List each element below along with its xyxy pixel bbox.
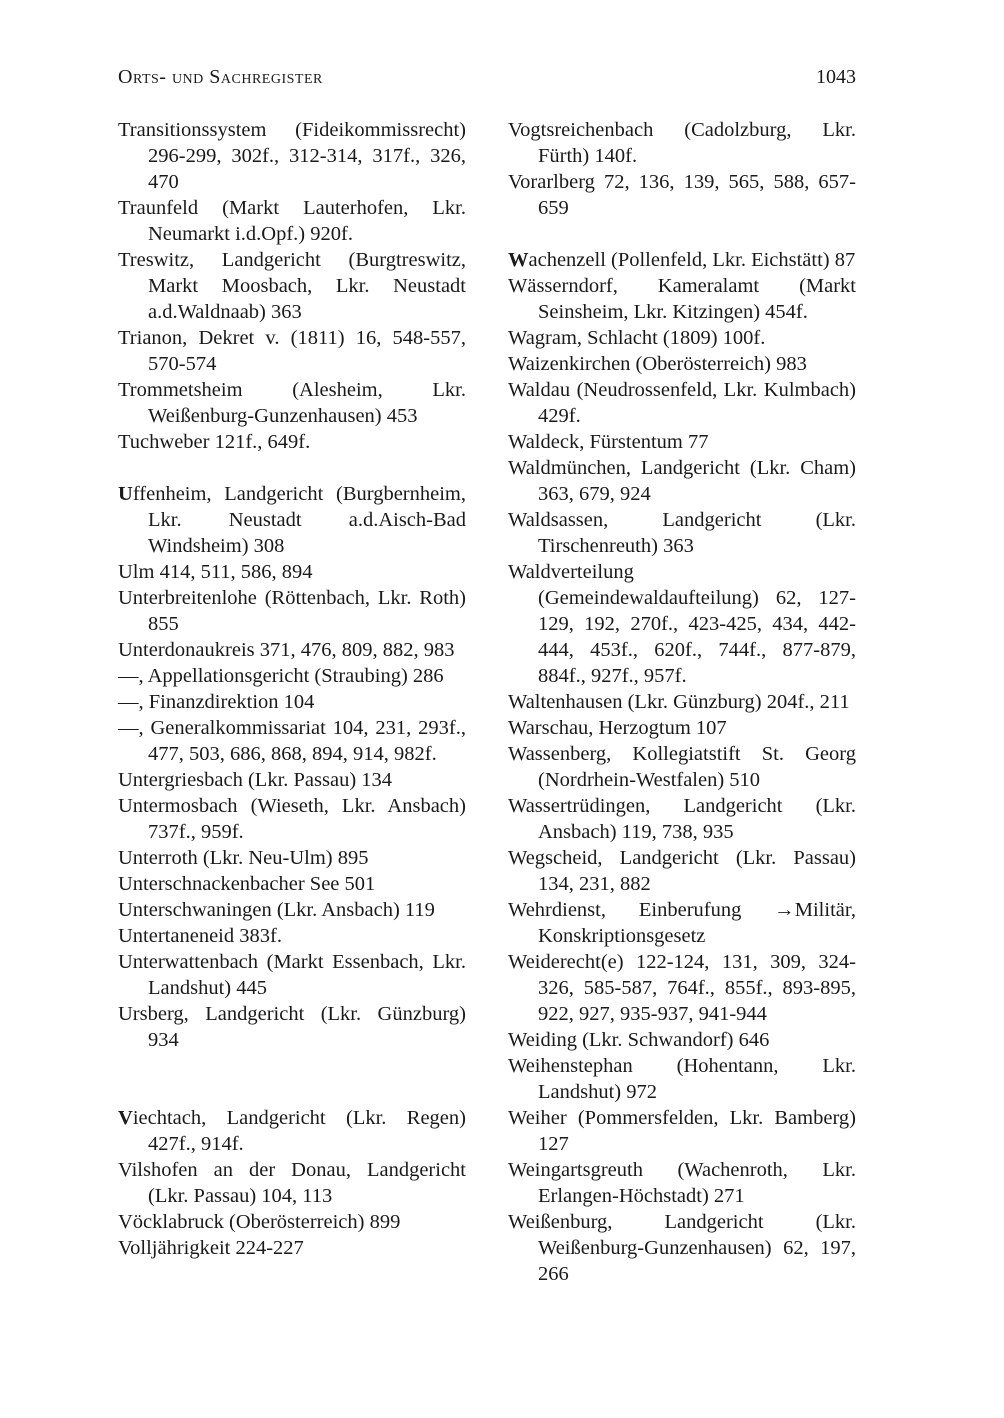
index-entry: Traunfeld (Markt Lauterhofen, Lkr. Neumarkt i.d.Opf.) 920f. — [118, 197, 466, 245]
index-entry: Waldau (Neudrossenfeld, Lkr. Kulmbach) 429f. — [508, 379, 856, 427]
index-entry — [508, 247, 856, 273]
index-entry: Vogtsreichenbach (Cadolzburg, Lkr. Fürth) 140f. — [508, 119, 856, 167]
index-entry: Wegscheid, Landgericht (Lkr. Passau) 134, 231, 882 — [508, 847, 856, 895]
index-entry: Weingartsgreuth (Wachenroth, Lkr. Erlangen-Höchstadt) 271 — [508, 1159, 856, 1207]
index-entry-text: iechtach, Landgericht (Lkr. Regen) 427f., 914f. — [132, 1107, 466, 1155]
group-spacer — [118, 455, 466, 481]
index-entry — [118, 481, 466, 559]
index-entry: Unterschnackenbacher See 501 — [118, 873, 376, 895]
index-entry: Waldsassen, Landgericht (Lkr. Tirschenreuth) 363 — [508, 509, 856, 557]
index-entry: Volljährigkeit 224-227 — [118, 1237, 304, 1259]
index-entry: Wassenberg, Kollegiatstift St. Georg (Nordrhein-Westfalen) 510 — [508, 743, 856, 791]
index-entry: Untermosbach (Wieseth, Lkr. Ansbach) 737f., 959f. — [118, 795, 466, 843]
group-spacer — [508, 221, 856, 247]
index-entry: Vöcklabruck (Oberösterreich) 899 — [118, 1211, 401, 1233]
index-entry: Tuchweber 121f., 649f. — [118, 431, 311, 453]
index-entry: Weiher (Pommersfelden, Lkr. Bamberg) 127 — [508, 1107, 856, 1155]
index-column-left — [118, 117, 466, 1261]
index-entry: Weiderecht(e) 122-124, 131, 309, 324-326, 585-587, 764f., 855f., 893-895, 922, 927, 935-937, 941-944 — [508, 951, 856, 1025]
index-entry: Weißenburg, Landgericht (Lkr. Weißenburg-Gunzenhausen) 62, 197, 266 — [508, 1211, 856, 1285]
page-number: 1043 — [816, 66, 856, 88]
index-column-right — [508, 117, 856, 1287]
index-entry: Transitionssystem (Fideikommissrecht) 296-299, 302f., 312-314, 317f., 326, 470 — [118, 119, 466, 193]
index-group-v — [118, 1157, 466, 1261]
index-entry: Wässerndorf, Kameralamt (Markt Seinsheim, Lkr. Kitzingen) 454f. — [508, 275, 856, 323]
index-entry: Unterwattenbach (Markt Essenbach, Lkr. Landshut) 445 — [118, 951, 466, 999]
index-entry: Unterdonaukreis 371, 476, 809, 882, 983 — [118, 639, 455, 661]
index-entry: Wehrdienst, Einberufung →Militär, Konskriptionsgesetz — [508, 899, 856, 947]
index-entry: Warschau, Herzogtum 107 — [508, 717, 727, 739]
index-entry: Untertaneneid 383f. — [118, 925, 282, 947]
index-entry: Unterschwaningen (Lkr. Ansbach) 119 — [118, 899, 435, 921]
index-entry: Waizenkirchen (Oberösterreich) 983 — [508, 353, 807, 375]
index-entry-text: ffenheim, Landgericht (Burgbernheim, Lkr. Neustadt a.d.Aisch-Bad Windsheim) 308 — [132, 483, 466, 557]
index-entry: Weihenstephan (Hohentann, Lkr. Landshut) 972 — [508, 1055, 856, 1103]
index-entry-text: achenzell (Pollenfeld, Lkr. Eichstätt) 87 — [528, 249, 856, 271]
index-entry: Waldeck, Fürstentum 77 — [508, 431, 709, 453]
letter-initial: W — [508, 249, 529, 271]
index-entry: Vorarlberg 72, 136, 139, 565, 588, 657-659 — [508, 171, 856, 219]
index-entry: Waldmünchen, Landgericht (Lkr. Cham) 363, 679, 924 — [508, 457, 856, 505]
index-group-w — [508, 273, 856, 1287]
index-group-v — [508, 117, 856, 221]
index-entry: Wassertrüdingen, Landgericht (Lkr. Ansbach) 119, 738, 935 — [508, 795, 856, 843]
index-entry: Wagram, Schlacht (1809) 100f. — [508, 327, 766, 349]
letter-initial: U — [118, 483, 133, 505]
index-entry: Vilshofen an der Donau, Landgericht (Lkr. Passau) 104, 113 — [118, 1159, 466, 1207]
index-entry: Weiding (Lkr. Schwandorf) 646 — [508, 1029, 770, 1051]
index-entry: Unterbreitenlohe (Röttenbach, Lkr. Roth) 855 — [118, 587, 466, 635]
index-group-u — [118, 559, 466, 1053]
index-entry: —, Finanzdirektion 104 — [118, 691, 315, 713]
index-entry: Treswitz, Landgericht (Burgtreswitz, Markt Moosbach, Lkr. Neustadt a.d.Waldnaab) 363 — [118, 249, 466, 323]
index-entry: Waltenhausen (Lkr. Günzburg) 204f., 211 — [508, 691, 850, 713]
index-entry: Untergriesbach (Lkr. Passau) 134 — [118, 769, 393, 791]
index-entry: Waldverteilung (Gemeindewaldaufteilung) 62, 127-129, 192, 270f., 423-425, 434, 442-444, 453f., 620f., 744f., 877-879, 884f., 927f., 957f. — [508, 561, 856, 687]
index-group-t — [118, 117, 466, 455]
running-head-title: Orts- und Sachregister — [118, 66, 323, 88]
index-entry: Trianon, Dekret v. (1811) 16, 548-557, 570-574 — [118, 327, 466, 375]
letter-initial: V — [118, 1107, 133, 1129]
index-entry: Ursberg, Landgericht (Lkr. Günzburg) 934 — [118, 1003, 466, 1051]
index-entry — [118, 1105, 466, 1157]
index-entry: —, Generalkommissariat 104, 231, 293f., 477, 503, 686, 868, 894, 914, 982f. — [118, 717, 466, 765]
index-entry: Ulm 414, 511, 586, 894 — [118, 561, 313, 583]
index-entry: Unterroth (Lkr. Neu-Ulm) 895 — [118, 847, 369, 869]
index-entry: —, Appellationsgericht (Straubing) 286 — [118, 665, 444, 687]
group-spacer — [118, 1053, 466, 1105]
index-entry: Trommetsheim (Alesheim, Lkr. Weißenburg-Gunzenhausen) 453 — [118, 379, 466, 427]
